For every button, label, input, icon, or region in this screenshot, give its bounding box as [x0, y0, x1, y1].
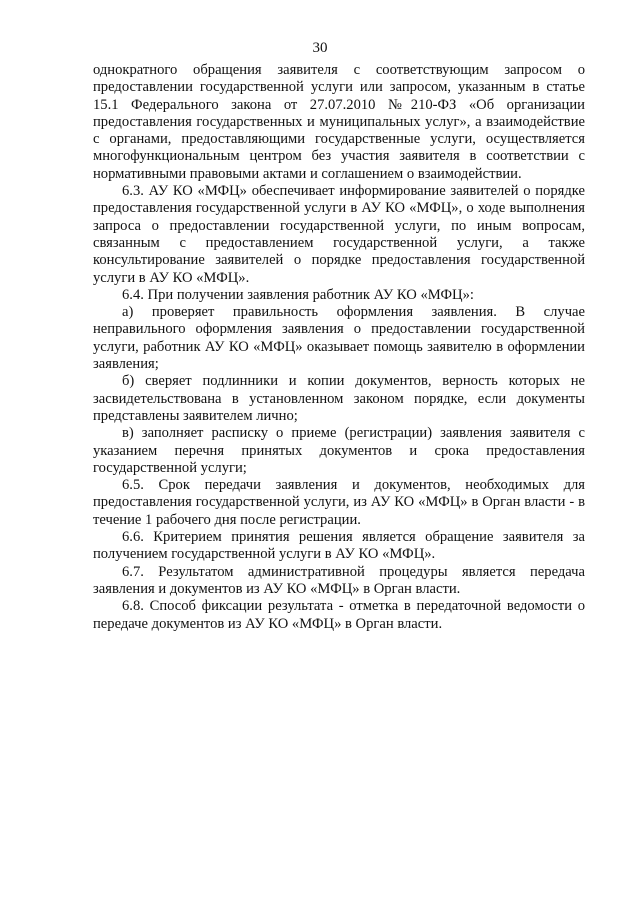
page-number: 30: [312, 40, 328, 56]
paragraph-6-4: 6.4. При получении заявления работник АУ КО «МФЦ»:: [122, 286, 474, 303]
paragraph-6-4-a: а) проверяет правильность оформления заявления. В случае неправильного оформления заявления о предоставлении государственной услуги, работник АУ КО «МФЦ» оказывает помощь заявителю в оформлении заявления;: [93, 304, 585, 373]
paragraph-6-4-b: б) сверяет подлинники и копии документов, верность которых не засвидетельствована в установленном законом порядке, если документы представлены заявителем лично;: [93, 373, 585, 424]
paragraph-6-6: 6.6. Критерием принятия решения является обращение заявителя за получением государственной услуги в АУ КО «МФЦ».: [93, 529, 585, 563]
paragraph-6-4-v: в) заполняет расписку о приеме (регистрации) заявления заявителя с указанием перечня принятых документов и срока предоставления государственной услуги;: [93, 425, 585, 476]
paragraph-continuation: однократного обращения заявителя с соответствующим запросом о предоставлении государственной услуги или запросом, указанным в статье 15.1 Федерального закона от 27.07.2010 №210-ФЗ «Об организации предоставления государственных и муниципальных услуг», а взаимодействие с органами, предоставляющими государственные услуги, осуществляется многофункциональным центром без участия заявителя в соответствии с нормативными правовыми актами и соглашением о взаимодействии.: [93, 62, 585, 182]
paragraph-6-5: 6.5. Срок передачи заявления и документов, необходимых для предоставления государственной услуги, из АУ КО «МФЦ» в Орган власти - в течение 1 рабочего дня после регистрации.: [93, 477, 585, 528]
document-body: [93, 62, 585, 633]
paragraph-6-3: 6.3. АУ КО «МФЦ» обеспечивает информирование заявителей о порядке предоставления государственной услуги в АУ КО «МФЦ», о ходе выполнения запроса о предоставлении государственной услуги, по иным вопросам, связанным с предоставлением государственной услуги, а также консультирование заявителей о порядке предоставления государственной услуги в АУ КО «МФЦ».: [93, 183, 585, 286]
paragraph-6-8: 6.8. Способ фиксации результата - отметка в передаточной ведомости о передаче документов из АУ КО «МФЦ» в Орган власти.: [93, 598, 585, 632]
paragraph-6-7: 6.7. Результатом административной процедуры является передача заявления и документов из АУ КО «МФЦ» в Орган власти.: [93, 563, 585, 597]
